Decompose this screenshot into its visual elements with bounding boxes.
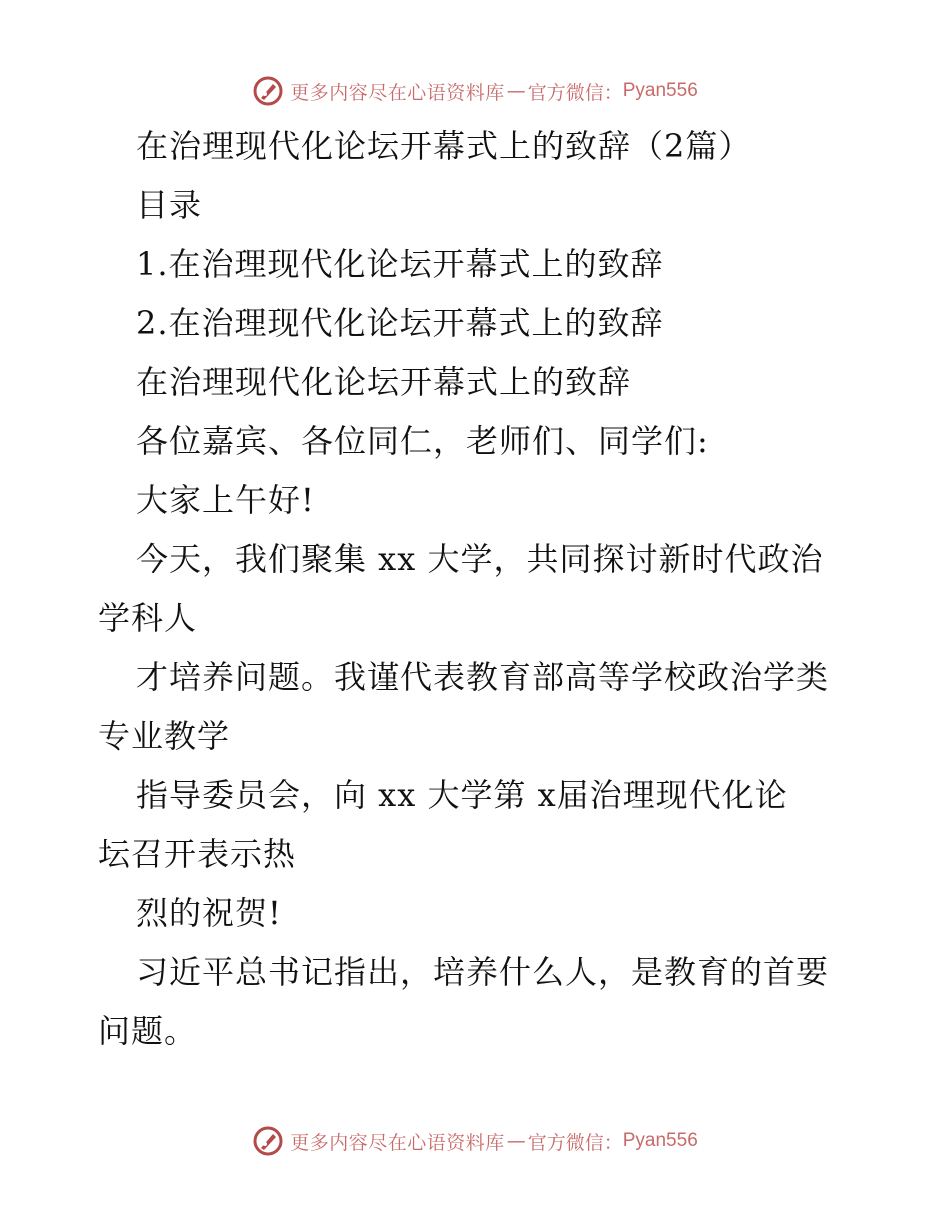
paragraph-line: 今天，我们聚集 xx 大学，共同探讨新时代政治 (136, 540, 824, 578)
paragraph-line: 坛召开表示热 (98, 835, 297, 873)
watermark-separator: — (506, 80, 526, 102)
watermark-text: 更多内容尽在心语资料库 (290, 81, 505, 104)
watermark-text: 更多内容尽在心语资料库 (290, 1131, 505, 1154)
document-title: 在治理现代化论坛开幕式上的致辞（2篇） (136, 127, 752, 165)
pen-logo-icon (252, 75, 284, 107)
watermark-separator: — (506, 1130, 526, 1152)
document-body (98, 117, 858, 1061)
watermark-wechat-id: Pyan556 (622, 80, 698, 101)
toc-heading: 目录 (136, 186, 203, 224)
watermark-wechat-label: 官方微信： (527, 81, 623, 104)
section-heading: 在治理现代化论坛开幕式上的致辞 (136, 363, 632, 401)
watermark-wechat-label: 官方微信： (527, 1131, 623, 1154)
paragraph-line: 问题。 (98, 1012, 198, 1050)
watermark-wechat-id: Pyan556 (622, 1130, 698, 1151)
paragraph-line: 专业教学 (98, 717, 231, 755)
toc-item: 1.在治理现代化论坛开幕式上的致辞 (136, 245, 664, 283)
footer-watermark (0, 1121, 950, 1161)
header-watermark (0, 71, 950, 111)
paragraph-line: 学科人 (98, 599, 198, 637)
paragraph-line: 习近平总书记指出，培养什么人，是教育的首要 (136, 953, 830, 991)
toc-item: 2.在治理现代化论坛开幕式上的致辞 (136, 304, 664, 342)
paragraph-line: 才培养问题。我谨代表教育部高等学校政治学类 (136, 658, 830, 696)
pen-logo-icon (252, 1125, 284, 1157)
salutation: 各位嘉宾、各位同仁，老师们、同学们: (136, 422, 709, 460)
greeting: 大家上午好! (136, 481, 315, 519)
paragraph-line: 烈的祝贺! (136, 894, 282, 932)
paragraph-line: 指导委员会，向 xx 大学第 x届治理现代化论 (136, 776, 788, 814)
